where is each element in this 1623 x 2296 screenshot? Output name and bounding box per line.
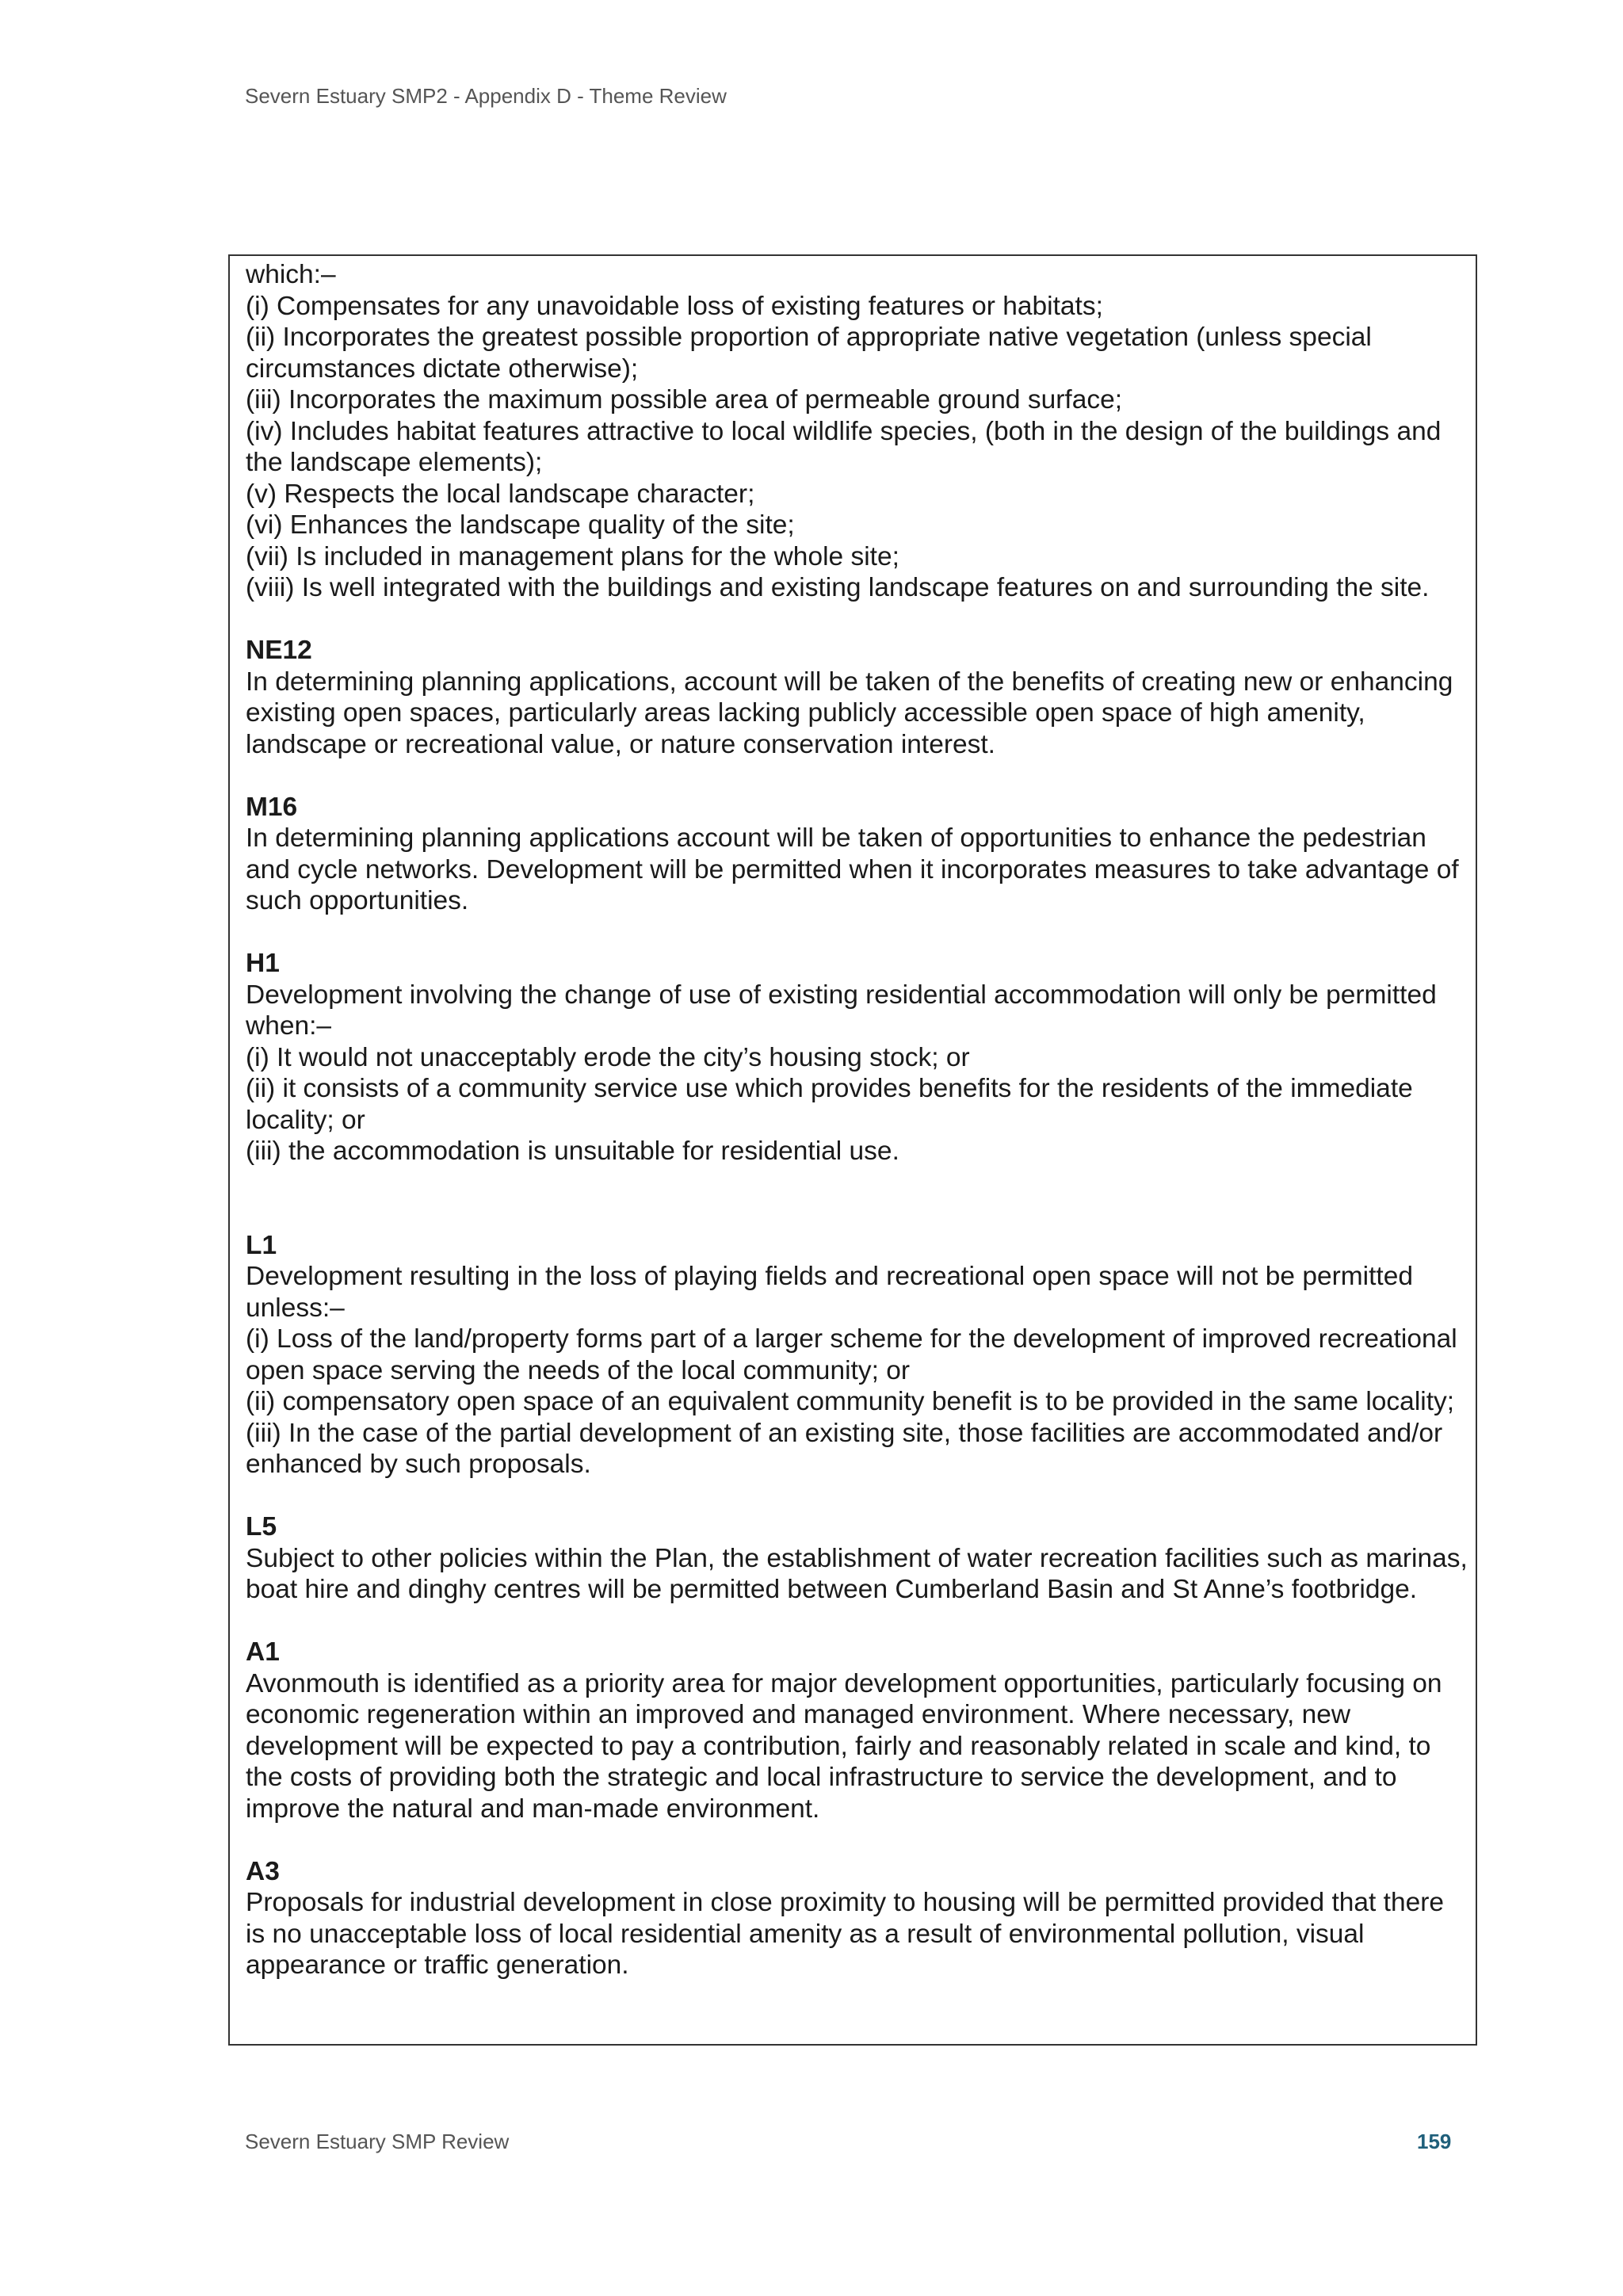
policy-m16	[246, 792, 1469, 917]
policy-line: Avonmouth is identified as a priority area for major development opportunities, particularly focusing on economic regeneration within an improved and managed environment. Where necessary, new development will be expected to pay a contribution, fairly and reasonably related in scale and kind, to the costs of providing both the strategic and local infrastructure to service the development, and to improve the natural and man-made environment.	[246, 1668, 1442, 1824]
running-header: Severn Estuary SMP2 - Appendix D - Theme Review	[245, 84, 727, 108]
policy-ne12	[246, 635, 1469, 760]
policy-line: In determining planning applications account will be taken of opportunities to enhance the pedestrian and cycle networks. Development will be permitted when it incorporates measures to take advantage of such opportunities.	[246, 823, 1459, 915]
intro-line: (v) Respects the local landscape character;	[246, 479, 755, 509]
policy-code: L1	[246, 1230, 277, 1260]
policy-l5	[246, 1511, 1469, 1606]
policy-line: (i) Loss of the land/property forms part of a larger scheme for the development of improved recreational open space serving the needs of the local community; or	[246, 1324, 1457, 1385]
policy-line: (iii) In the case of the partial development of an existing site, those facilities are accommodated and/or enhanced by such proposals.	[246, 1418, 1443, 1479]
policy-code: H1	[246, 949, 280, 978]
policy-line: Subject to other policies within the Plan, the establishment of water recreation facilities such as marinas, boat hire and dinghy centres will be permitted between Cumberland Basin and St Anne’s footbridge.	[246, 1543, 1468, 1604]
policy-h1	[246, 948, 1469, 1167]
policy-a3	[246, 1856, 1469, 1981]
policy-code: A1	[246, 1637, 280, 1667]
policy-code: M16	[246, 792, 298, 822]
intro-line: which:–	[246, 260, 336, 289]
policy-a1	[246, 1637, 1469, 1824]
intro-line: (viii) Is well integrated with the buildings and existing landscape features on and surrounding the site.	[246, 573, 1430, 602]
policy-l1	[246, 1230, 1469, 1480]
intro-line: (vii) Is included in management plans for the whole site;	[246, 541, 899, 571]
policy-line: Proposals for industrial development in close proximity to housing will be permitted provided that there is no unacceptable loss of local residential amenity as a result of environmental pollution, visual appearance or traffic generation.	[246, 1888, 1444, 1980]
intro-line: (iv) Includes habitat features attractive to local wildlife species, (both in the design of the buildings and the landscape elements);	[246, 416, 1442, 477]
page-number: 159	[1417, 2130, 1452, 2153]
policy-code: A3	[246, 1856, 280, 1886]
intro-line: (iii) Incorporates the maximum possible area of permeable ground surface;	[246, 385, 1123, 415]
policy-text-box	[228, 254, 1477, 2046]
policy-line: Development involving the change of use of existing residential accommodation will only be permitted when:–	[246, 980, 1437, 1041]
policy-line: (iii) the accommodation is unsuitable for residential use.	[246, 1137, 899, 1166]
intro-line: (ii) Incorporates the greatest possible proportion of appropriate native vegetation (unless special circumstances dictate otherwise);	[246, 323, 1372, 384]
footer-document-title: Severn Estuary SMP Review	[245, 2130, 510, 2153]
policy-line: (i) It would not unacceptably erode the city’s housing stock; or	[246, 1042, 970, 1072]
policy-code: L5	[246, 1512, 277, 1541]
policy-line: (ii) it consists of a community service use which provides benefits for the residents of the immediate locality; or	[246, 1074, 1413, 1135]
policy-line: (ii) compensatory open space of an equivalent community benefit is to be provided in the same locality;	[246, 1387, 1455, 1416]
intro-line: (vi) Enhances the landscape quality of the site;	[246, 510, 795, 540]
policy-line: In determining planning applications, account will be taken of the benefits of creating new or enhancing existing open spaces, particularly areas lacking publicly accessible open space of high amenity, landscape or recreational value, or nature conservation interest.	[246, 667, 1453, 759]
policy-line: Development resulting in the loss of playing fields and recreational open space will not be permitted unless:–	[246, 1262, 1413, 1323]
intro-line: (i) Compensates for any unavoidable loss of existing features or habitats;	[246, 291, 1103, 321]
policy-code: NE12	[246, 636, 312, 665]
intro-block	[246, 259, 1469, 604]
